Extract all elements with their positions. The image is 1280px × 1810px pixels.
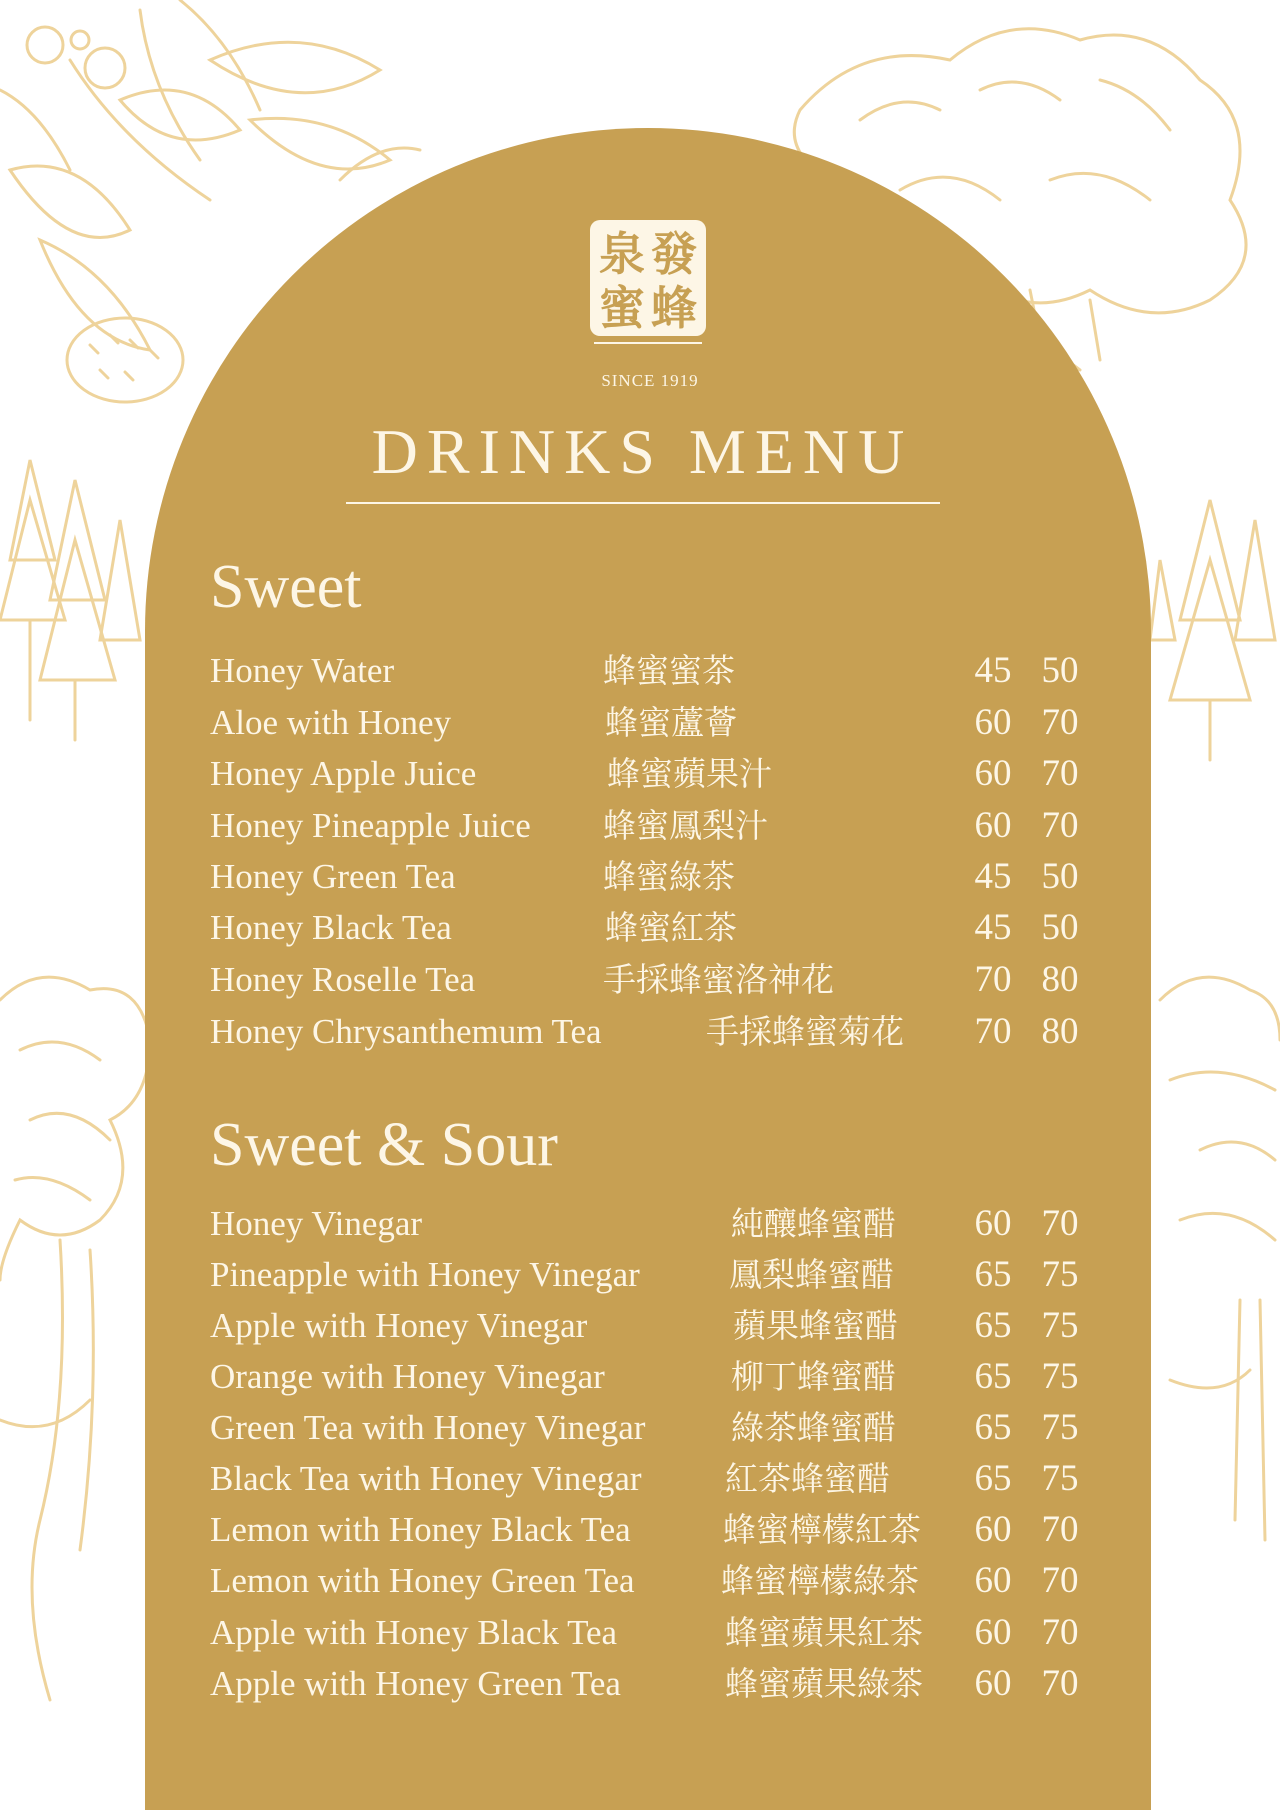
item-price-large: 75: [1041, 1356, 1079, 1397]
item-name-en: Honey Green Tea: [210, 857, 456, 896]
item-price-large: 70: [1041, 702, 1079, 743]
section-title-sweet: Sweet: [210, 553, 362, 621]
item-name-en: Honey Apple Juice: [210, 754, 477, 793]
item-price-large: 80: [1041, 1011, 1079, 1052]
item-price-large: 70: [1041, 805, 1079, 846]
item-name-en: Honey Vinegar: [210, 1204, 423, 1243]
item-price-small: 60: [974, 1509, 1012, 1550]
item-name-zh: 手採蜂蜜菊花: [706, 1012, 904, 1051]
item-price-small: 60: [974, 1612, 1012, 1653]
menu-item: [0, 1506, 1280, 1554]
item-price-small: 60: [974, 1560, 1012, 1601]
item-price-small: 65: [974, 1305, 1012, 1346]
item-price-large: 70: [1041, 1663, 1079, 1704]
item-name-zh: 蜂蜜檸檬綠茶: [721, 1561, 919, 1600]
item-name-en: Apple with Honey Vinegar: [210, 1306, 588, 1345]
item-price-large: 50: [1041, 650, 1079, 691]
menu-item: [0, 956, 1280, 1004]
menu-item: [0, 1251, 1280, 1299]
menu-item: [0, 1200, 1280, 1248]
menu-item: [0, 1404, 1280, 1452]
brand-since-label: SINCE 1919: [601, 371, 699, 390]
item-price-small: 45: [974, 650, 1012, 691]
item-name-en: Honey Roselle Tea: [210, 960, 476, 999]
menu-item: [0, 1609, 1280, 1657]
item-name-en: Honey Black Tea: [210, 908, 452, 947]
item-name-zh: 蜂蜜蘋果綠茶: [725, 1664, 923, 1703]
item-name-en: Apple with Honey Green Tea: [210, 1664, 621, 1703]
item-name-zh: 蜂蜜檸檬紅茶: [723, 1510, 921, 1549]
item-price-large: 70: [1041, 753, 1079, 794]
item-price-small: 65: [974, 1356, 1012, 1397]
item-name-en: Orange with Honey Vinegar: [210, 1357, 605, 1396]
item-name-zh: 柳丁蜂蜜醋: [731, 1357, 896, 1396]
item-name-zh: 蜂蜜綠茶: [603, 857, 735, 896]
item-price-small: 60: [974, 805, 1012, 846]
item-name-zh: 鳳梨蜂蜜醋: [729, 1255, 894, 1294]
item-name-zh: 蜂蜜紅茶: [605, 908, 737, 947]
menu-item: [0, 904, 1280, 952]
item-name-en: Aloe with Honey: [210, 703, 452, 742]
item-price-small: 60: [974, 702, 1012, 743]
item-price-large: 70: [1041, 1203, 1079, 1244]
item-price-small: 70: [974, 1011, 1012, 1052]
item-price-small: 65: [974, 1458, 1012, 1499]
item-price-small: 45: [974, 907, 1012, 948]
section-title-sweet-and-sour: Sweet & Sour: [210, 1111, 558, 1179]
item-name-zh: 蜂蜜蜜茶: [603, 651, 735, 690]
menu-item: [0, 1660, 1280, 1708]
item-price-small: 60: [974, 753, 1012, 794]
item-price-large: 70: [1041, 1612, 1079, 1653]
item-name-en: Apple with Honey Black Tea: [210, 1613, 618, 1652]
item-name-en: Honey Chrysanthemum Tea: [210, 1012, 602, 1051]
item-price-large: 70: [1041, 1560, 1079, 1601]
menu-item: [0, 1455, 1280, 1503]
item-price-large: 50: [1041, 907, 1079, 948]
item-name-en: Lemon with Honey Green Tea: [210, 1561, 635, 1600]
item-name-zh: 蜂蜜鳳梨汁: [603, 806, 768, 845]
item-price-large: 75: [1041, 1305, 1079, 1346]
item-price-small: 60: [974, 1203, 1012, 1244]
item-name-en: Honey Water: [210, 651, 395, 690]
menu-item: [0, 699, 1280, 747]
pine-tree-illustration-left: [0, 460, 140, 740]
item-price-small: 70: [974, 959, 1012, 1000]
item-name-zh: 蜂蜜蘆薈: [605, 703, 737, 742]
menu-item: [0, 802, 1280, 850]
menu-item: [0, 1008, 1280, 1056]
item-name-en: Pineapple with Honey Vinegar: [210, 1255, 640, 1294]
item-name-zh: 手採蜂蜜洛神花: [603, 960, 834, 999]
menu-item: [0, 1557, 1280, 1605]
item-name-zh: 蜂蜜蘋果汁: [607, 754, 772, 793]
item-price-large: 75: [1041, 1407, 1079, 1448]
menu-item: [0, 1302, 1280, 1350]
title-divider: [346, 502, 940, 504]
item-price-small: 60: [974, 1663, 1012, 1704]
item-name-zh: 蜂蜜蘋果紅茶: [725, 1613, 923, 1652]
item-name-en: Green Tea with Honey Vinegar: [210, 1408, 646, 1447]
seal-glyphs-top: 發泉蜂蜜: [599, 227, 697, 335]
item-name-zh: 純釀蜂蜜醋: [731, 1204, 896, 1243]
item-name-zh: 蘋果蜂蜜醋: [733, 1306, 898, 1345]
page-title: DRINKS MENU: [371, 416, 914, 487]
menu-item: [0, 750, 1280, 798]
menu-item: [0, 647, 1280, 695]
item-price-large: 70: [1041, 1509, 1079, 1550]
item-name-zh: 綠茶蜂蜜醋: [731, 1408, 896, 1447]
item-price-small: 65: [974, 1407, 1012, 1448]
item-price-large: 80: [1041, 959, 1079, 1000]
item-price-small: 45: [974, 856, 1012, 897]
item-price-large: 75: [1041, 1458, 1079, 1499]
brand-seal-logo: [588, 218, 708, 358]
item-price-large: 75: [1041, 1254, 1079, 1295]
item-name-en: Lemon with Honey Black Tea: [210, 1510, 631, 1549]
item-name-zh: 紅茶蜂蜜醋: [725, 1459, 890, 1498]
menu-item: [0, 853, 1280, 901]
item-price-small: 65: [974, 1254, 1012, 1295]
item-name-en: Honey Pineapple Juice: [210, 806, 531, 845]
item-name-en: Black Tea with Honey Vinegar: [210, 1459, 642, 1498]
item-price-large: 50: [1041, 856, 1079, 897]
menu-item: [0, 1353, 1280, 1401]
